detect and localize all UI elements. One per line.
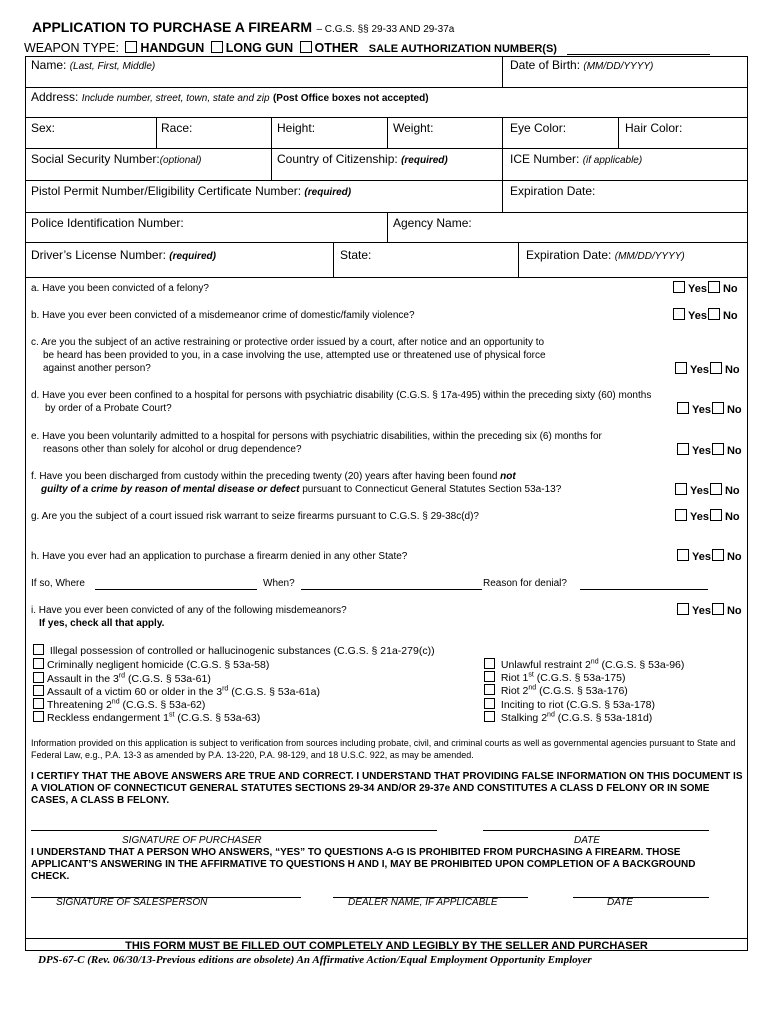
- agency-field[interactable]: [393, 216, 472, 230]
- yes-no-i: [677, 603, 742, 617]
- no-label: No: [722, 310, 738, 322]
- misdemeanor-cite: (C.G.S. § 21a-279(c)): [333, 645, 435, 657]
- yes-checkbox-i[interactable]: [677, 603, 689, 615]
- state-label: State:: [340, 248, 372, 262]
- misdemeanor-cite: (C.G.S. § 53a-63): [174, 712, 261, 724]
- name-label: Name:: [31, 58, 67, 72]
- col-divider: [156, 117, 157, 148]
- pistol-permit-hint: (required): [304, 187, 352, 198]
- ordinal-suffix: st: [528, 671, 534, 679]
- misdemeanor-text: Unlawful restraint 2: [500, 659, 591, 671]
- agency-label: Agency Name:: [393, 216, 472, 230]
- handgun-checkbox[interactable]: [125, 41, 137, 53]
- misdemeanor-checkbox[interactable]: [33, 698, 44, 709]
- dl-expiration-label: Expiration Date:: [526, 248, 612, 262]
- yes-checkbox-d[interactable]: [677, 402, 689, 414]
- race-field[interactable]: [161, 121, 192, 135]
- long-gun-label: LONG GUN: [225, 41, 294, 55]
- ordinal-suffix: nd: [111, 698, 120, 706]
- dob-hint: (MM/DD/YYYY): [583, 61, 654, 72]
- misdemeanor-cite: (C.G.S. § 53a-181d): [554, 712, 653, 724]
- salesperson-signature-label: SIGNATURE OF SALESPERSON: [56, 897, 208, 908]
- misdemeanor-item: [484, 684, 628, 697]
- question-f-emphasis: guilty of a crime by reason of mental disease or defect: [41, 484, 300, 495]
- weight-label: Weight:: [393, 121, 434, 135]
- misdemeanor-text: Assault of a victim 60 or older in the 3: [47, 686, 223, 698]
- question-d-line2: by order of a Probate Court?: [45, 403, 172, 414]
- other-checkbox[interactable]: [300, 41, 312, 53]
- yes-no-h: [677, 549, 742, 563]
- yes-checkbox-a[interactable]: [673, 281, 685, 293]
- yes-checkbox-c[interactable]: [675, 362, 687, 374]
- misdemeanor-text: Riot 1: [500, 672, 529, 684]
- form-title: APPLICATION TO PURCHASE A FIREARM: [32, 19, 313, 35]
- no-label: No: [726, 404, 742, 416]
- yes-label: Yes: [692, 605, 711, 617]
- ice-hint: (if applicable): [582, 155, 643, 166]
- ordinal-suffix: rd: [222, 685, 229, 693]
- prohibition-statement: I UNDERSTAND THAT A PERSON WHO ANSWERS, “YES” TO QUESTIONS A-G IS PROHIBITED FROM PURCHASING A FIREARM. THOSE APPLICANT’S ANSWERING IN THE AFFIRMATIVE TO QUESTIONS H AND I, MAY BE PROHIBITED UPON COMPLETION OF A BACKGROUND CHECK.: [31, 847, 696, 882]
- reason-label: Reason for denial?: [483, 578, 567, 589]
- misdemeanor-item: [484, 698, 655, 711]
- no-checkbox-b[interactable]: [708, 308, 720, 320]
- salesperson-date-label: DATE: [607, 897, 633, 908]
- form-identifier-line: [38, 954, 592, 966]
- misdemeanor-checkbox[interactable]: [33, 711, 44, 722]
- sale-auth-label: SALE AUTHORIZATION NUMBER(S): [368, 43, 557, 55]
- yes-no-a: [673, 281, 738, 295]
- misdemeanor-cite: (C.G.S. § 53a-175): [533, 672, 626, 684]
- question-c-line3: against another person?: [43, 363, 151, 374]
- question-h: h. Have you ever had an application to purchase a firearm denied in any other State?: [31, 551, 408, 562]
- address-label: Address:: [31, 90, 79, 104]
- misdemeanor-item: [33, 685, 320, 698]
- no-label: No: [722, 283, 738, 295]
- row-divider: [25, 180, 748, 181]
- misdemeanor-checkbox[interactable]: [484, 658, 495, 669]
- col-divider: [387, 117, 388, 148]
- question-a: a. Have you been convicted of a felony?: [31, 283, 209, 294]
- no-checkbox-e[interactable]: [712, 443, 724, 455]
- name-field[interactable]: [31, 58, 155, 72]
- question-f-emphasis: not: [500, 471, 516, 482]
- misdemeanor-checkbox[interactable]: [33, 685, 44, 696]
- yes-label: Yes: [688, 283, 707, 295]
- no-checkbox-h[interactable]: [712, 549, 724, 561]
- ice-label: ICE Number:: [510, 152, 580, 166]
- salesperson-date-line[interactable]: [573, 897, 709, 898]
- employer-statement: An Affirmative Action/Equal Employment Opportunity Employer: [296, 954, 592, 966]
- yes-checkbox-h[interactable]: [677, 549, 689, 561]
- no-label: No: [724, 511, 740, 523]
- yes-checkbox-g[interactable]: [675, 509, 687, 521]
- yes-no-f: [675, 483, 740, 497]
- height-label: Height:: [277, 121, 316, 135]
- misdemeanor-item: [33, 644, 435, 657]
- misdemeanor-checkbox[interactable]: [33, 658, 44, 669]
- question-c-line2: be heard has been provided to you, in a case involving the use, attempted use or threatened use of physical force: [43, 350, 546, 361]
- if-so-where-label: If so, Where: [31, 578, 85, 589]
- misdemeanor-checkbox[interactable]: [33, 644, 44, 655]
- yes-label: Yes: [690, 364, 709, 376]
- misdemeanor-item: [33, 672, 211, 685]
- ssn-hint: (optional): [159, 155, 202, 166]
- ordinal-suffix: nd: [528, 684, 537, 692]
- yes-checkbox-e[interactable]: [677, 443, 689, 455]
- yes-no-b: [673, 308, 738, 322]
- misdemeanor-checkbox[interactable]: [484, 684, 495, 695]
- no-label: No: [724, 485, 740, 497]
- sex-field[interactable]: [31, 121, 55, 135]
- yes-label: Yes: [690, 485, 709, 497]
- other-label: OTHER: [314, 41, 359, 55]
- weapon-type-row: [24, 39, 557, 57]
- misdemeanor-text: Stalking 2: [500, 712, 548, 724]
- yes-label: Yes: [692, 445, 711, 457]
- dob-label: Date of Birth:: [510, 58, 581, 72]
- misdemeanor-item: [484, 658, 684, 671]
- reason-line[interactable]: [580, 589, 708, 590]
- ordinal-suffix: nd: [590, 658, 599, 666]
- yes-no-g: [675, 509, 740, 523]
- no-checkbox-a[interactable]: [708, 281, 720, 293]
- misdemeanor-text: Threatening 2: [47, 699, 112, 711]
- name-hint: (Last, First, Middle): [69, 61, 156, 72]
- certification-statement: I CERTIFY THAT THE ABOVE ANSWERS ARE TRUE AND CORRECT. I UNDERSTAND THAT PROVIDING FALSE INFORMATION ON THIS DOCUMENT IS A VIOLATION OF CONNECTICUT GENERAL STATUTES SECTIONS 29-34 AND/OR 29-37e AND CONSTITUTES A CLASS D FELONY OR IN SOME CASES, A CLASS B FELONY.: [31, 771, 743, 806]
- question-e-line1: e. Have you been voluntarily admitted to a hospital for persons with psychiatric disabilities, within the preceding six (6) months for: [31, 431, 602, 442]
- permit-expiration-label: Expiration Date:: [510, 184, 596, 198]
- eye-color-field[interactable]: [510, 121, 566, 135]
- weight-field[interactable]: [393, 121, 433, 135]
- weapon-type-label: WEAPON TYPE:: [24, 41, 119, 55]
- col-divider: [333, 242, 334, 277]
- address-note: (Post Office boxes not accepted): [272, 93, 429, 104]
- ordinal-suffix: rd: [118, 672, 126, 680]
- misdemeanor-item: [484, 711, 652, 724]
- row-divider: [25, 277, 748, 278]
- citizenship-field[interactable]: [277, 152, 448, 166]
- misdemeanor-text: Reckless endangerment 1: [47, 712, 169, 724]
- sex-label: Sex:: [31, 121, 56, 135]
- citizenship-label: Country of Citizenship:: [277, 152, 398, 166]
- question-d-line1: d. Have you ever been confined to a hospital for persons with psychiatric disability (C.G.S. § 17a-495) within the preceding sixty (60) months: [31, 390, 652, 401]
- police-id-field[interactable]: [31, 216, 184, 230]
- col-divider: [502, 117, 503, 212]
- permit-expiration-field[interactable]: [510, 184, 595, 198]
- purchaser-date-line[interactable]: [483, 830, 709, 831]
- drivers-license-label: Driver’s License Number:: [31, 248, 166, 262]
- row-divider: [25, 242, 748, 243]
- col-divider: [518, 242, 519, 277]
- misdemeanor-cite: (C.G.S. § 53a-61): [125, 673, 211, 685]
- long-gun-checkbox[interactable]: [211, 41, 223, 53]
- form-revision: (Rev. 06/30/13-Previous editions are obsolete): [87, 954, 295, 966]
- misdemeanor-text: Assault in the 3: [47, 673, 119, 685]
- state-field[interactable]: [340, 248, 371, 262]
- purchaser-signature-label: SIGNATURE OF PURCHASER: [122, 835, 262, 846]
- no-label: No: [726, 551, 742, 563]
- misdemeanor-cite: (C.G.S. § 53a-96): [598, 659, 685, 671]
- misdemeanor-text: Criminally negligent homicide (C.G.S. § 53a-58): [47, 659, 270, 671]
- no-checkbox-i[interactable]: [712, 603, 724, 615]
- row-divider: [25, 87, 748, 88]
- no-label: No: [724, 364, 740, 376]
- row-divider: [25, 148, 748, 149]
- ssn-field[interactable]: [31, 152, 201, 166]
- form-statute: – C.G.S. §§ 29-33 AND 29-37a: [316, 24, 455, 35]
- yes-no-c: [675, 362, 740, 376]
- misdemeanor-text: Riot 2: [500, 685, 529, 697]
- misdemeanor-checkbox[interactable]: [484, 698, 495, 709]
- yes-label: Yes: [692, 551, 711, 563]
- address-hint: Include number, street, town, state and zip: [81, 93, 270, 104]
- question-c-line1: c. Are you the subject of an active restraining or protective order issued by a court, after notice and an opportunity to: [31, 337, 545, 348]
- hair-color-label: Hair Color:: [625, 121, 683, 135]
- misdemeanor-item: [33, 698, 205, 711]
- purchaser-signature-line[interactable]: [31, 830, 437, 831]
- misdemeanor-cite: (C.G.S. § 53a-61a): [228, 686, 320, 698]
- when-label: When?: [263, 578, 295, 589]
- purchaser-date-label: DATE: [574, 835, 600, 846]
- misdemeanor-cite: (C.G.S. § 53a-176): [536, 685, 628, 697]
- yes-label: Yes: [690, 511, 709, 523]
- misdemeanor-item: [33, 658, 269, 671]
- question-f-line1: [31, 470, 516, 483]
- col-divider: [387, 212, 388, 242]
- question-f-text: pursuant to Connecticut General Statutes Section 53a-13?: [302, 484, 562, 495]
- misdemeanor-checkbox[interactable]: [33, 672, 44, 683]
- yes-no-d: [677, 402, 742, 416]
- col-divider: [271, 117, 272, 180]
- handgun-label: HANDGUN: [140, 41, 205, 55]
- yes-checkbox-f[interactable]: [675, 483, 687, 495]
- misdemeanor-text: Inciting to riot (C.G.S. § 53a-178): [500, 699, 655, 711]
- citizenship-hint: (required): [401, 155, 448, 166]
- misdemeanor-checkbox[interactable]: [484, 711, 495, 722]
- no-label: No: [726, 445, 742, 457]
- dl-expiration-hint: (MM/DD/YYYY): [614, 251, 685, 262]
- no-checkbox-f[interactable]: [710, 483, 722, 495]
- drivers-license-field[interactable]: [31, 248, 216, 262]
- question-i-line2: If yes, check all that apply.: [39, 618, 165, 629]
- dealer-name-label: DEALER NAME, IF APPLICABLE: [348, 897, 498, 908]
- col-divider: [502, 56, 503, 87]
- no-checkbox-g[interactable]: [710, 509, 722, 521]
- misdemeanor-item: [33, 711, 260, 724]
- dob-field[interactable]: [510, 58, 653, 72]
- form-id: DPS-67-C: [38, 954, 85, 966]
- when-line[interactable]: [301, 589, 482, 590]
- yes-label: Yes: [688, 310, 707, 322]
- race-label: Race:: [161, 121, 193, 135]
- sale-auth-line[interactable]: [567, 54, 710, 55]
- question-g: g. Are you the subject of a court issued risk warrant to seize firearms pursuant to C.G.S. § 29-38c(d)?: [31, 511, 479, 522]
- no-checkbox-d[interactable]: [712, 402, 724, 414]
- height-field[interactable]: [277, 121, 315, 135]
- misdemeanor-cite: (C.G.S. § 53a-62): [119, 699, 206, 711]
- ssn-label: Social Security Number:: [31, 152, 160, 166]
- question-i-line1: i. Have you ever been convicted of any of the following misdemeanors?: [31, 605, 347, 616]
- misdemeanor-checkbox[interactable]: [484, 671, 495, 682]
- question-f-line2: [41, 483, 561, 496]
- no-label: No: [726, 605, 742, 617]
- ordinal-suffix: st: [169, 711, 175, 719]
- misdemeanor-text: Illegal possession of controlled or hallucinogenic substances: [49, 645, 331, 657]
- verification-notice: Information provided on this application is subject to verification from sources including probate, civil, and criminal courts as well as governmental agencies pursuant to State and Federal Law, e.g., P.A. 13-3 as amended by P.A. 13-220, P.A. 98-129, and 18 U.S.C. 922, as may be amended.: [31, 738, 736, 760]
- if-so-where-line[interactable]: [95, 589, 257, 590]
- yes-checkbox-b[interactable]: [673, 308, 685, 320]
- hair-color-field[interactable]: [625, 121, 682, 135]
- pistol-permit-field[interactable]: [31, 184, 351, 198]
- question-b: b. Have you ever been convicted of a misdemeanor crime of domestic/family violence?: [31, 310, 415, 321]
- address-field[interactable]: [31, 90, 429, 104]
- police-id-label: Police Identification Number:: [31, 216, 184, 230]
- misdemeanor-item: [484, 671, 625, 684]
- no-checkbox-c[interactable]: [710, 362, 722, 374]
- pistol-permit-label: Pistol Permit Number/Eligibility Certificate Number:: [31, 184, 302, 198]
- question-f-text: f. Have you been discharged from custody within the preceding twenty (20) years after having been found: [31, 471, 498, 482]
- dl-expiration-field[interactable]: [526, 248, 685, 262]
- ice-field[interactable]: [510, 152, 642, 166]
- form-title-row: [32, 19, 454, 37]
- completion-notice: THIS FORM MUST BE FILLED OUT COMPLETELY AND LEGIBLY BY THE SELLER AND PURCHASER: [25, 938, 748, 952]
- col-divider: [618, 117, 619, 148]
- ordinal-suffix: nd: [547, 711, 555, 719]
- yes-no-e: [677, 443, 742, 457]
- question-e-line2: reasons other than solely for alcohol or drug dependence?: [43, 444, 302, 455]
- eye-color-label: Eye Color:: [510, 121, 567, 135]
- yes-label: Yes: [692, 404, 711, 416]
- drivers-license-hint: (required): [169, 251, 216, 262]
